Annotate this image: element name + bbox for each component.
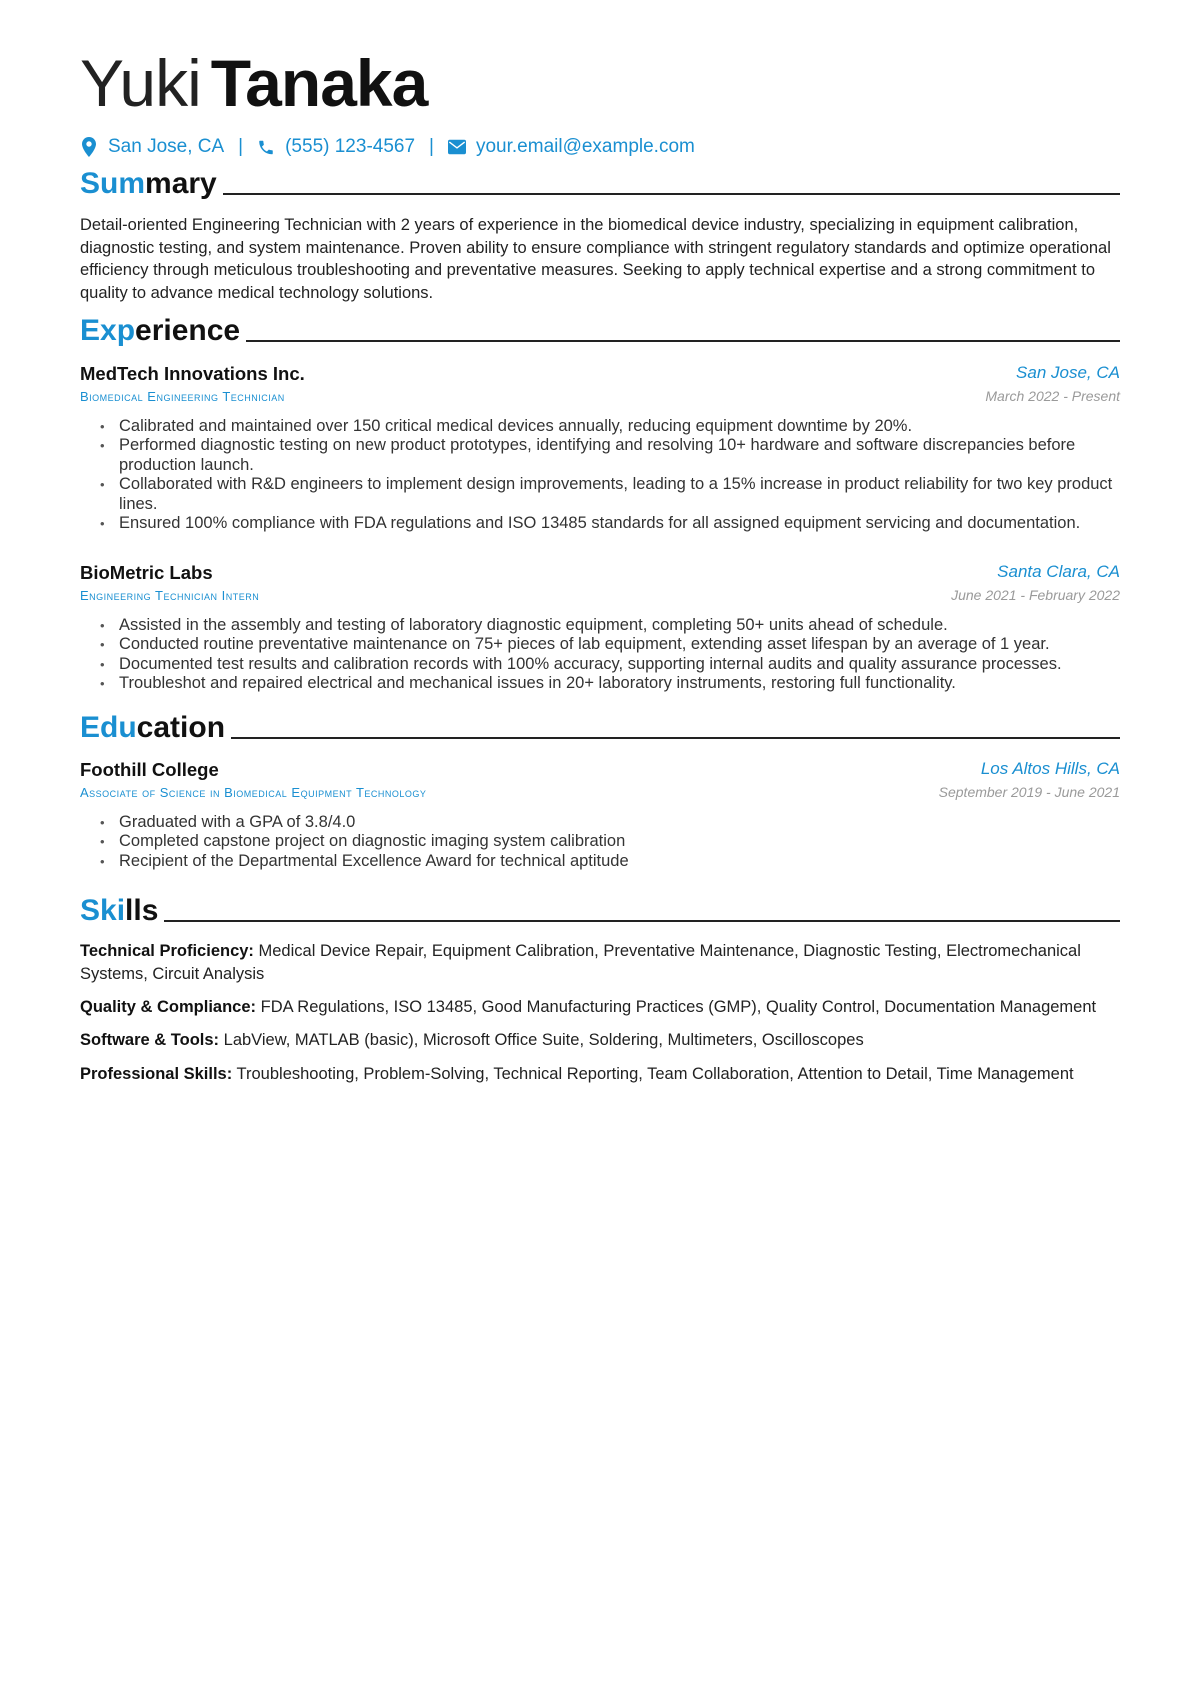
skill-row xyxy=(80,1029,1120,1052)
skill-row xyxy=(80,940,1120,985)
date-range: March 2022 - Present xyxy=(985,388,1120,404)
bullet-list xyxy=(98,813,1120,871)
heading-rest: cation xyxy=(136,711,226,744)
list-item: • Collaborated with R&D engineers to implement design improvements, leading to a 15% increase in product reliability for two key product lines. xyxy=(98,475,1120,514)
skill-label: Software & Tools: xyxy=(80,1031,220,1049)
skill-row xyxy=(80,996,1120,1019)
section-title xyxy=(80,166,217,202)
job-title: Biomedical Engineering Technician xyxy=(80,389,285,404)
contact-separator: | xyxy=(238,136,244,157)
heading-rest: lls xyxy=(125,894,159,927)
summary-text: Detail-oriented Engineering Technician with 2 years of experience in the biomedical device industry, specializing in equipment calibration, diagnostic testing, and system maintenance. Proven ability to ensure compliance with stringent regulatory standards and optimize operational efficiency through meticulous troubleshooting and preventative measures. Seeking to apply technical expertise and a strong commitment to quality to advance medical technology solutions. xyxy=(80,216,1111,302)
contact-location xyxy=(80,136,224,158)
date-range: June 2021 - February 2022 xyxy=(951,587,1120,603)
entry-location: Los Altos Hills, CA xyxy=(980,759,1120,778)
contact-phone[interactable] xyxy=(257,136,415,158)
organization: MedTech Innovations Inc. xyxy=(80,363,305,384)
list-item: • Conducted routine preventative maintenance on 75+ pieces of lab equipment, extending asset lifespan by an average of 1 year. xyxy=(98,635,1120,654)
candidate-name xyxy=(80,38,427,128)
location-text: San Jose, CA xyxy=(108,136,225,157)
contact-separator: | xyxy=(429,136,434,157)
phone-icon xyxy=(257,137,275,157)
list-item: • Assisted in the assembly and testing of laboratory diagnostic equipment, completing 50+ units ahead of schedule. xyxy=(98,616,1120,635)
degree-title: Associate of Science in Biomedical Equipment Technology xyxy=(80,785,427,800)
section-heading-summary xyxy=(80,166,1120,202)
section-rule xyxy=(231,737,1120,739)
organization: BioMetric Labs xyxy=(80,562,213,583)
section-title xyxy=(80,710,225,746)
skill-value: Medical Device Repair, Equipment Calibration, Preventative Maintenance, Diagnostic Testing, Electromechanical Systems, Circuit Analysis xyxy=(80,942,1081,983)
contact-email[interactable] xyxy=(448,136,695,158)
section-title xyxy=(80,313,240,349)
entry-location: Santa Clara, CA xyxy=(997,562,1120,581)
section-heading-education xyxy=(80,710,1120,746)
skill-label: Professional Skills: xyxy=(80,1065,233,1083)
envelope-icon xyxy=(448,137,466,157)
contact-bar xyxy=(80,130,695,164)
list-item: • Documented test results and calibration records with 100% accuracy, supporting internal audits and quality assurance processes. xyxy=(98,655,1120,674)
section-rule xyxy=(246,340,1120,342)
map-pin-icon xyxy=(80,137,98,157)
skill-row xyxy=(80,1063,1120,1086)
entry-location: San Jose, CA xyxy=(1016,363,1120,382)
skill-label: Technical Proficiency: xyxy=(80,942,254,960)
section-heading-skills xyxy=(80,893,1120,929)
list-item: • Performed diagnostic testing on new product prototypes, identifying and resolving 10+ hardware and software discrepancies before production launch. xyxy=(98,436,1120,475)
section-rule xyxy=(164,920,1120,922)
job-title: Engineering Technician Intern xyxy=(80,588,260,603)
heading-accent: Edu xyxy=(80,711,137,744)
phone-text[interactable]: (555) 123-4567 xyxy=(285,136,416,157)
date-range: September 2019 - June 2021 xyxy=(938,784,1120,800)
skill-value: LabView, MATLAB (basic), Microsoft Office Suite, Soldering, Multimeters, Oscilloscopes xyxy=(223,1031,864,1049)
bullet-list xyxy=(98,616,1120,694)
list-item: • Recipient of the Departmental Excellence Award for technical aptitude xyxy=(98,852,1120,871)
list-item: • Ensured 100% compliance with FDA regulations and ISO 13485 standards for all assigned equipment servicing and documentation. xyxy=(98,514,1120,533)
bullet-list xyxy=(98,417,1120,533)
list-item: • Troubleshot and repaired electrical and mechanical issues in 20+ laboratory instruments, restoring full functionality. xyxy=(98,674,1120,693)
institution: Foothill College xyxy=(80,759,219,780)
list-item: • Calibrated and maintained over 150 critical medical devices annually, reducing equipment downtime by 20%. xyxy=(98,417,1120,436)
heading-rest: mary xyxy=(145,167,217,200)
list-item: • Graduated with a GPA of 3.8/4.0 xyxy=(98,813,1120,832)
heading-accent: Exp xyxy=(80,314,136,347)
heading-rest: erience xyxy=(135,314,241,347)
section-rule xyxy=(223,193,1120,195)
heading-accent: Sum xyxy=(80,167,146,200)
skill-value: FDA Regulations, ISO 13485, Good Manufacturing Practices (GMP), Quality Control, Documentation Management xyxy=(260,998,1097,1016)
section-heading-experience xyxy=(80,313,1120,349)
last-name: Tanaka xyxy=(210,46,428,120)
section-title xyxy=(80,893,158,929)
first-name: Yuki xyxy=(80,46,201,120)
skill-value: Troubleshooting, Problem-Solving, Technical Reporting, Team Collaboration, Attention to Detail, Time Management xyxy=(236,1065,1074,1083)
heading-accent: Ski xyxy=(80,894,126,927)
skill-label: Quality & Compliance: xyxy=(80,998,257,1016)
list-item: • Completed capstone project on diagnostic imaging system calibration xyxy=(98,832,1120,851)
email-link[interactable]: your.email@example.com xyxy=(475,136,695,157)
